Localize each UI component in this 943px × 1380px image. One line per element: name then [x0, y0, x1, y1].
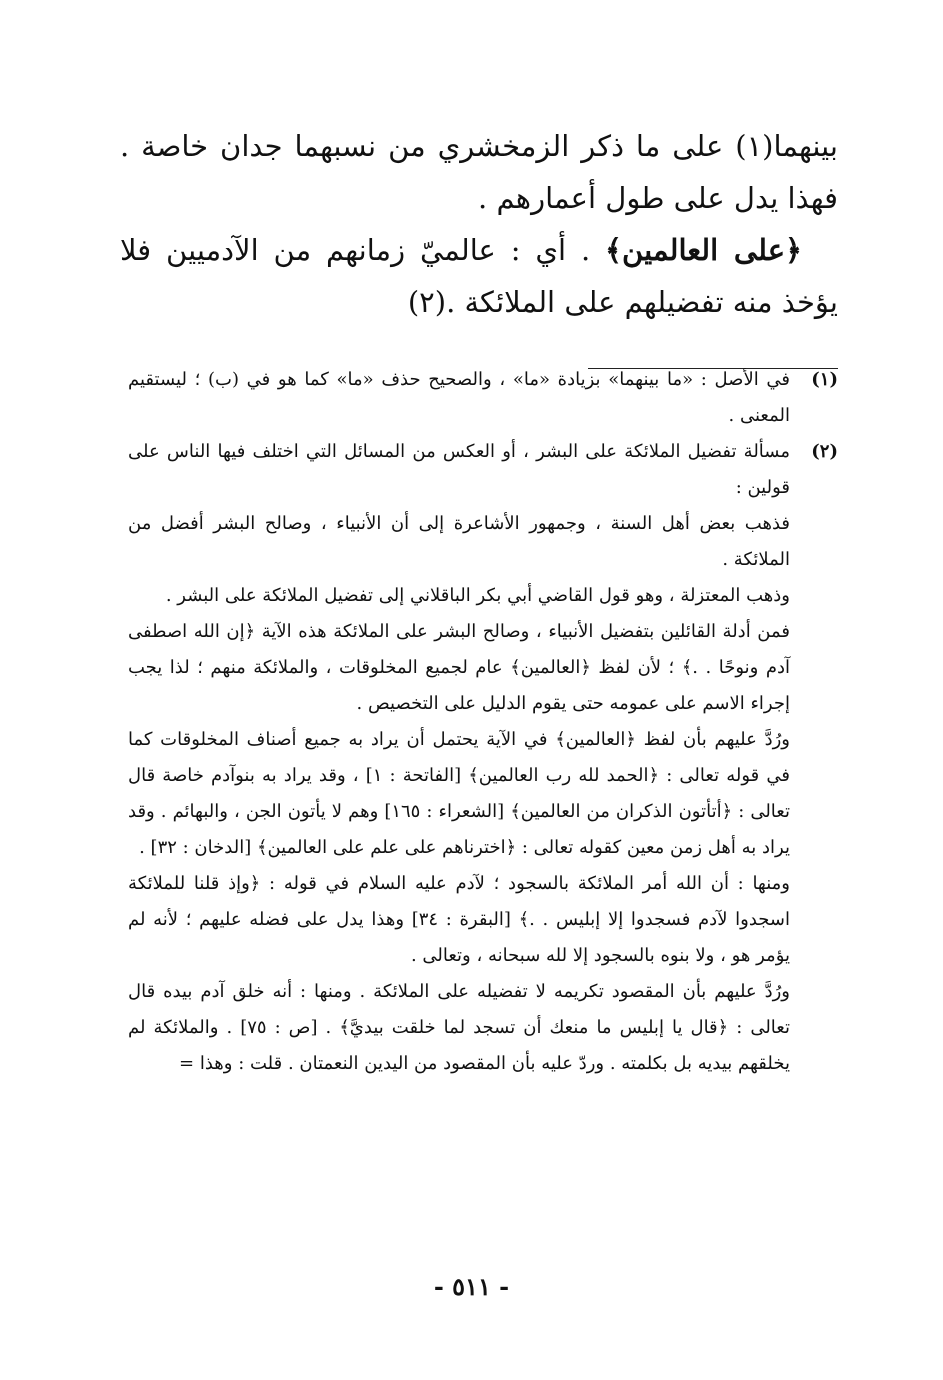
main-paragraph-2	[120, 224, 838, 328]
footnote-2-paragraph-4: ورُدَّ عليهم بأن لفظ ﴿العالمين﴾ في الآية يحتمل أن يراد به جميع أصناف المخلوقات كما في قوله تعالى : ﴿الحمد لله رب العالمين﴾ [الفاتحة : ١] ، وقد يراد به بنوآدم خاصة قال تعالى : ﴿أتأتون الذكران من العالمين﴾ [الشعراء : ١٦٥] وهم لا يأتون الجن ، والبهائم . وقد يراد به أهل زمن معين كقوله تعالى : ﴿اخترناهم على علم على العالمين﴾ [الدخان : ٣٢] .	[128, 729, 790, 858]
footnote-1	[128, 362, 838, 434]
footnote-1-number: (١)	[811, 369, 838, 390]
footnote-2	[128, 434, 838, 506]
quran-term: ﴿على العالمين﴾	[605, 233, 802, 267]
footnote-1-text: في الأصل : «ما بينهما» بزيادة «ما» ، والصحيح حذف «ما» كما هو في (ب) ؛ ليستقيم المعنى .	[128, 369, 790, 426]
footnote-2-paragraph-6: ورُدَّ عليهم بأن المقصود تكريمه لا تفضيله على الملائكة . ومنها : أنه خلق آدم بيده قال تعالى : ﴿قال يا إبليس ما منعك أن تسجد لما خلقت بيديَّ﴾ . [ص : ٧٥] . والملائكة لم يخلقهم بيديه بل بكلمته . وردّ عليه بأن المقصود من اليدين النعمتان . قلت : وهذا =	[128, 981, 790, 1074]
footnote-2-paragraph-1: فذهب بعض أهل السنة ، وجمهور الأشاعرة إلى أن الأنبياء ، وصالح البشر أفضل من الملائكة .	[128, 513, 790, 570]
page-number: - ٥١١ -	[433, 1272, 510, 1301]
footnote-2-paragraph-2: وذهب المعتزلة ، وهو قول القاضي أبي بكر الباقلاني إلى تفضيل الملائكة على البشر .	[165, 585, 790, 606]
footnote-2-text: مسألة تفضيل الملائكة على البشر ، أو العكس من المسائل التي اختلف فيها الناس على قولين :	[128, 441, 790, 498]
footnote-2-paragraph-5: ومنها : أن الله أمر الملائكة بالسجود ؛ لآدم عليه السلام في قوله : ﴿وإذ قلنا للملائكة اسجدوا لآدم فسجدوا إلا إبليس . .﴾ [البقرة : ٣٤] وهذا يدل على فضله عليهم ؛ لأنه لم يؤمر هو ، ولا بنوه بالسجود إلا لله سبحانه ، وتعالى .	[128, 873, 790, 966]
footnote-2-paragraph-3: فمن أدلة القائلين بتفضيل الأنبياء ، وصالح البشر على الملائكة هذه الآية ﴿إن الله اصطفى آدم ونوحًا . .﴾ ؛ لأن لفظ ﴿العالمين﴾ عام لجميع المخلوقات ، والملائكة منهم ؛ لذا يجب إجراء الاسم على عمومه حتى يقوم الدليل على التخصيص .	[128, 621, 790, 714]
main-text	[120, 120, 838, 328]
footnotes	[128, 362, 838, 1082]
footnote-2-number: (٢)	[811, 441, 838, 462]
main-paragraph-1: بينهما(١) على ما ذكر الزمخشري من نسبهما جدان خاصة . فهذا يدل على طول أعمارهم .	[120, 129, 838, 215]
main-paragraph-2-text: . أي : عالميّ زمانهم من الآدميين فلا يؤخذ منه تفضيلهم على الملائكة .(٢)	[120, 233, 838, 319]
